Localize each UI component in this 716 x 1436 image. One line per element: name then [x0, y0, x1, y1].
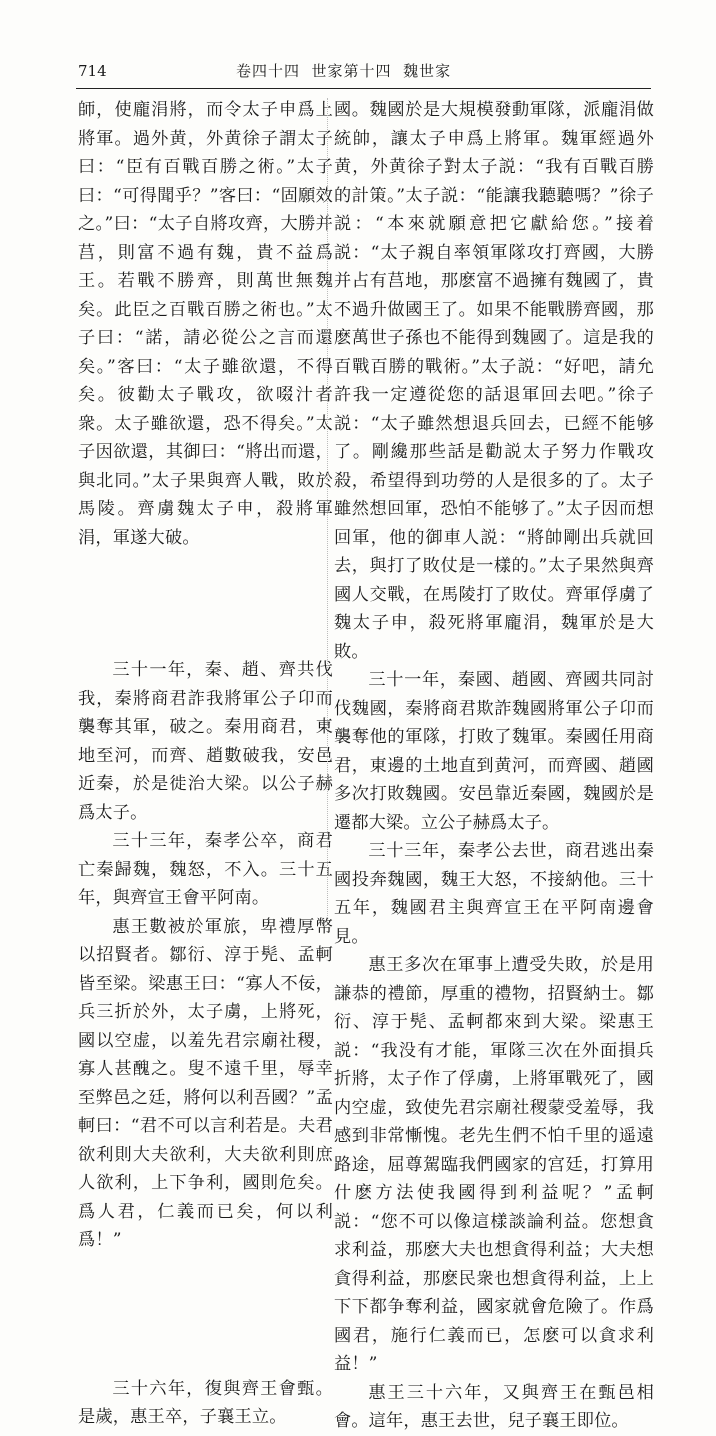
classical-paragraph: 惠王數被於軍旅，卑禮厚幣以招賢者。鄒衍、淳于髡、孟軻皆至梁。梁惠王曰：“寡人不佞，兵三折於外，太子虜，上將死，國以空虚，以羞先君宗廟社稷，寡人甚醜之。叟不遠千里，辱幸至弊邑之廷，將何以利吾國？”孟軻曰：“君不可以言利若是。夫君欲利則大夫欲利，大夫欲利則庶人欲利，上下争利，國則危矣。爲人君，仁義而已矣，何以利爲！” [78, 916, 333, 1250]
column-divider [327, 98, 328, 918]
header-rule [76, 88, 651, 89]
translation-paragraph: 惠王三十六年，又與齊王在甄邑相會。這年，惠王去世，兒子襄王即位。 [334, 1382, 654, 1431]
paragraph-spacer [78, 552, 333, 656]
running-title: 卷四十四 世家第十四 魏世家 [236, 62, 452, 80]
page-header [0, 58, 716, 88]
translation-column [334, 96, 654, 1431]
page-number: 714 [78, 62, 107, 80]
paragraph-spacer [78, 1255, 333, 1375]
classical-paragraph: 師，使龐涓將，而令太子申爲上將軍。過外黄，外黄徐子謂太子曰：“臣有百戰百勝之術。”太子曰：“可得聞乎？”客曰：“固願效之。”曰：“太子自將攻齊，大勝并莒，則富不過有魏，貴不益爲王。若戰不勝齊，則萬世無魏矣。此臣之百戰百勝之術也。”太子曰：“諾，請必從公之言而還矣。”客曰：“太子雖欲還，不得矣。彼勸太子戰攻，欲啜汁者衆。太子雖欲還，恐不得矣。”太子因欲還，其御曰：“將出而還，與北同。”太子果與齊人戰，敗於馬陵。齊虜魏太子申，殺將軍涓，軍遂大破。 [78, 100, 333, 548]
classical-text-column [78, 96, 333, 1427]
translation-paragraph: 三十一年，秦國、趙國、齊國共同討伐魏國，秦將商君欺詐魏國將軍公子卬而襲奪他的軍隊，打敗了魏軍。秦國任用商君，東邊的土地直到黄河，而齊國、趙國多次打敗魏國。安邑靠近秦國，魏國於是遷都大梁。立公子赫爲太子。 [334, 670, 654, 833]
classical-paragraph: 三十三年，秦孝公卒，商君亡秦歸魏，魏怒，不入。三十五年，與齊宣王會平阿南。 [78, 831, 333, 908]
translation-paragraph: 三十三年，秦孝公去世，商君逃出秦國投奔魏國，魏王大怒，不接納他。三十五年，魏國君主與齊宣王在平阿南邊會見。 [334, 841, 654, 947]
classical-paragraph: 三十一年，秦、趙、齊共伐我，秦將商君詐我將軍公子卬而襲奪其軍，破之。秦用商君，東地至河，而齊、趙數破我，安邑近秦，於是徙治大梁。以公子赫爲太子。 [78, 660, 333, 823]
translation-paragraph: 國。魏國於是大規模發動軍隊，派龐涓做統帥，讓太子申爲上將軍。魏軍經過外黄，外黄徐子對太子説：“我有百戰百勝的計策。”太子説：“能讓我聽聽嗎？”徐子説：“本來就願意把它獻給您。”接着説：“太子親自率領軍隊攻打齊國，大勝并占有莒地，那麽富不過擁有魏國了，貴不過升做國王了。如果不能戰勝齊國，那麽萬世子孫也不能得到魏國了。這是我的百戰百勝的戰術。”太子説：“好吧，請允許我一定遵從您的話退軍回去吧。”徐子説：“太子雖然想退兵回去，已經不能够了。剛纔那些話是勸説太子努力作戰攻殺，希望得到功勞的人是很多的了。太子雖然想回軍，恐怕不能够了。”太子因而想回軍，他的御車人説：“將帥剛出兵就回去，與打了敗仗是一樣的。”太子果然與齊國人交戰，在馬陵打了敗仗。齊軍俘虜了魏太子申，殺死將軍龐涓，魏軍於是大敗。 [334, 100, 654, 662]
classical-paragraph: 三十六年，復與齊王會甄。是歲，惠王卒，子襄王立。 [78, 1378, 333, 1427]
translation-paragraph: 惠王多次在軍事上遭受失敗，於是用謙恭的禮節，厚重的禮物，招賢納士。鄒衍、淳于髡、孟軻都來到大梁。梁惠王説：“我没有才能，軍隊三次在外面損兵折將，太子作了俘虜，上將軍戰死了，國内空虚，致使先君宗廟社稷蒙受羞辱，我感到非常慚愧。老先生們不怕千里的遥遠路途，屈尊駕臨我們國家的宫廷，打算用什麽方法使我國得到利益呢？”孟軻説：“您不可以像這樣談論利益。您想貪求利益，那麽大夫也想貪得利益；大夫想貪得利益，那麽民衆也想貪得利益，上上下下都争奪利益，國家就會危險了。作爲國君，施行仁義而已，怎麽可以貪求利益！” [334, 955, 654, 1374]
